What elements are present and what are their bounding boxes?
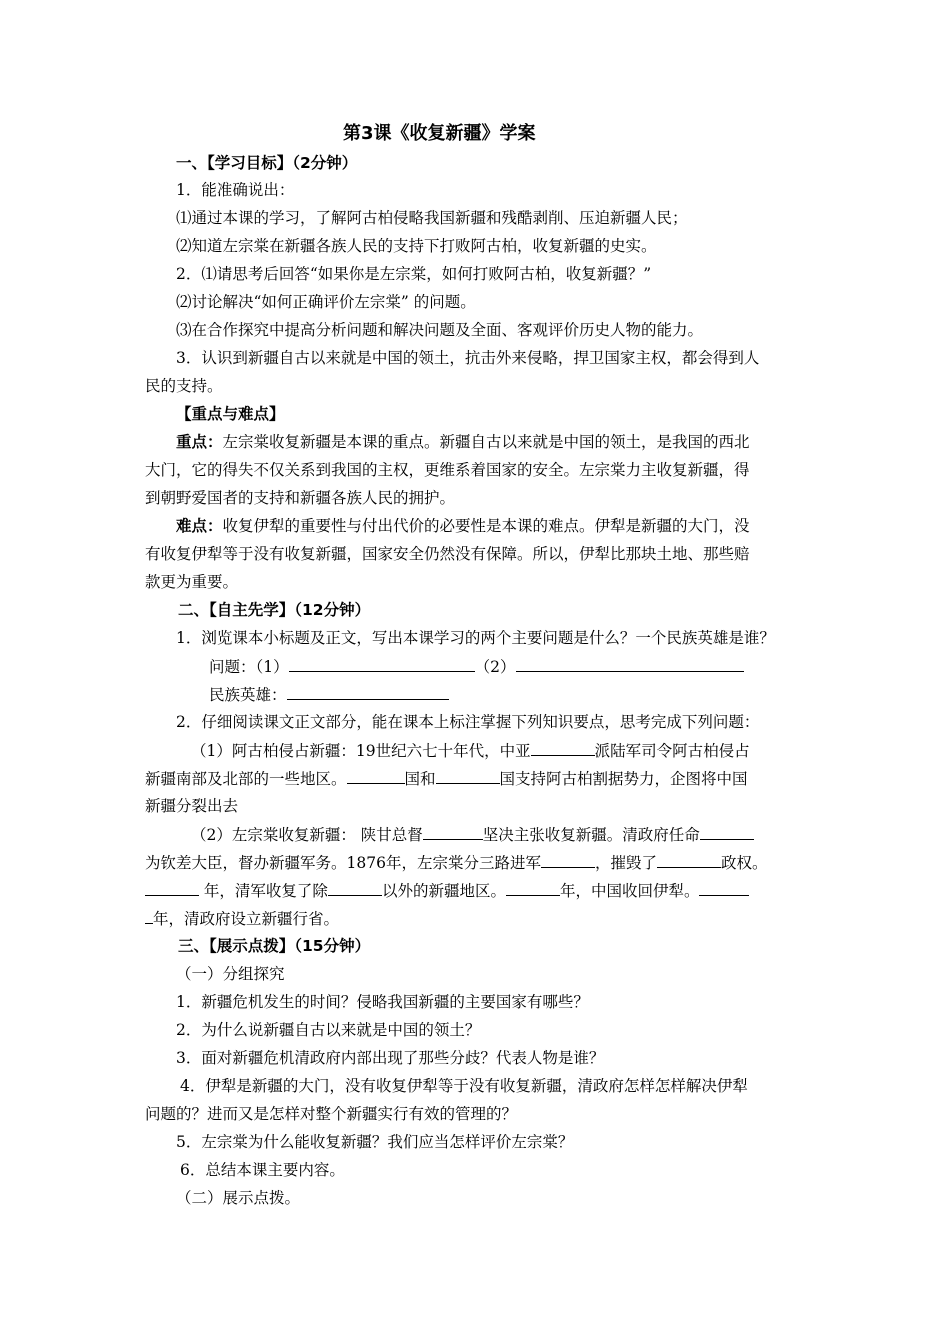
- fill-text: 为钦差大臣，督办新疆军务。1876年，左宗棠分三路进军: [145, 854, 541, 872]
- answer-blank[interactable]: [531, 740, 595, 756]
- subsection-heading: （二）展示点拨。: [176, 1189, 301, 1207]
- keypoint-label: 重点：: [176, 432, 223, 451]
- answer-blank[interactable]: [347, 768, 405, 784]
- keypoint-paragraph-line: 到朝野爱国者的支持和新疆各族人民的拥护。: [145, 489, 456, 507]
- answer-blank[interactable]: [145, 908, 153, 924]
- discussion-question: 2．为什么说新疆自古以来就是中国的领土？: [176, 1021, 481, 1039]
- fill-text: 年，清军收复了除: [199, 882, 328, 900]
- section-heading-objectives: 一、【学习目标】（2分钟）: [176, 154, 358, 172]
- fill-text: 国和: [404, 770, 436, 788]
- section-heading-presentation: 三、【展示点拨】（15分钟）: [178, 937, 371, 955]
- selfstudy-question: 1．浏览课本小标题及正文，写出本课学习的两个主要问题是什么？一个民族英雄是谁？: [176, 629, 775, 647]
- fill-text: 坚决主张收复新疆。清政府任命: [482, 826, 700, 844]
- fill-text: （1）阿古柏侵占新疆：19世纪六七十年代，中亚: [191, 742, 531, 760]
- discussion-question: 问题的？进而又是怎样对整个新疆实行有效的管理的？: [145, 1105, 518, 1123]
- difficulty-text: 收复伊犁的重要性与付出代价的必要性是本课的难点。伊犁是新疆的大门，没: [222, 517, 750, 535]
- fill-text: （2）左宗棠收复新疆： 陕甘总督: [191, 826, 423, 844]
- subsection-heading: （一）分组探究: [176, 965, 285, 983]
- discussion-question: 5．左宗棠为什么能收复新疆？我们应当怎样评价左宗棠？: [176, 1133, 574, 1151]
- issue-label: 问题：（1）: [209, 658, 289, 676]
- fill-text: 派陆军司令阿古柏侵占: [594, 742, 750, 760]
- discussion-question: 1．新疆危机发生的时间？侵略我国新疆的主要国家有哪些？: [176, 993, 589, 1011]
- fill-text: ，摧毁了: [594, 854, 657, 872]
- fill-text: 以外的新疆地区。: [381, 882, 506, 900]
- answer-blank[interactable]: [506, 880, 560, 896]
- keypoint-paragraph-line: [176, 432, 750, 452]
- hero-label: 民族英雄：: [209, 686, 287, 704]
- fill-line: [191, 740, 750, 761]
- fill-text: 政权。: [720, 854, 768, 872]
- fill-line: [145, 880, 749, 901]
- fill-line: [191, 824, 754, 845]
- answer-blank[interactable]: [423, 824, 483, 840]
- fill-text: 国支持阿古柏割据势力，企图将中国: [499, 770, 748, 788]
- answer-blank[interactable]: [328, 880, 382, 896]
- discussion-question: 3．面对新疆危机清政府内部出现了那些分歧？代表人物是谁？: [176, 1049, 605, 1067]
- objective-line: ⑵讨论解决“如何正确评价左宗棠” 的问题。: [176, 293, 476, 311]
- answer-blank[interactable]: [700, 824, 754, 840]
- section-heading-keypoints: 【重点与难点】: [176, 405, 285, 423]
- difficulty-paragraph-line: 有收复伊犁等于没有收复新疆，国家安全仍然没有保障。所以，伊犁比那块土地、那些赔: [145, 545, 750, 563]
- keypoint-paragraph-line: 大门，它的得失不仅关系到我国的主权，更维系着国家的安全。左宗棠力主收复新疆，得: [145, 461, 750, 479]
- fill-line: [145, 852, 767, 873]
- selfstudy-question: 2．仔细阅读课文正文部分，能在课本上标注掌握下列知识要点，思考完成下列问题：: [176, 713, 760, 731]
- difficulty-paragraph-line: 款更为重要。: [145, 573, 239, 591]
- page-title: 第3课《收复新疆》学案: [343, 123, 536, 144]
- objective-line: ⑵知道左宗棠在新疆各族人民的支持下打败阿古柏，收复新疆的史实。: [176, 237, 657, 255]
- answer-blank[interactable]: [541, 852, 595, 868]
- difficulty-label: 难点：: [176, 516, 223, 535]
- objective-line: 3．认识到新疆自古以来就是中国的领土，抗击外来侵略，捍卫国家主权，都会得到人: [176, 349, 760, 367]
- answer-blank[interactable]: [287, 684, 449, 700]
- keypoint-text: 左宗棠收复新疆是本课的重点。新疆自古以来就是中国的领土，是我国的西北: [222, 433, 750, 451]
- discussion-question: 6．总结本课主要内容。: [180, 1161, 345, 1179]
- issue-label-2: （2）: [474, 658, 516, 676]
- objective-line: 2．⑴请思考后回答“如果你是左宗棠，如何打败阿古柏，收复新疆？”: [176, 265, 652, 283]
- answer-blank[interactable]: [436, 768, 500, 784]
- objective-line: ⑴通过本课的学习，了解阿古柏侵略我国新疆和残酷剥削、压迫新疆人民；: [176, 209, 688, 227]
- difficulty-paragraph-line: [176, 516, 750, 536]
- answer-blank[interactable]: [289, 656, 475, 672]
- fill-line: [145, 908, 339, 929]
- answer-blank[interactable]: [516, 656, 744, 672]
- fill-text: 年，清政府设立新疆行省。: [153, 910, 340, 928]
- answer-blank[interactable]: [145, 880, 199, 896]
- discussion-question: 4．伊犁是新疆的大门，没有收复伊犁等于没有收复新疆，清政府怎样怎样解决伊犁: [180, 1077, 748, 1095]
- objective-line: 民的支持。: [145, 377, 223, 395]
- fill-text: 年，中国收回伊犁。: [559, 882, 700, 900]
- objective-line: ⑶在合作探究中提高分析问题和解决问题及全面、客观评价历史人物的能力。: [176, 321, 704, 339]
- answer-blank[interactable]: [657, 852, 721, 868]
- fill-line: 新疆分裂出去: [145, 797, 239, 815]
- answer-blank[interactable]: [699, 880, 749, 896]
- issue-answer-line: [209, 656, 744, 677]
- objective-line: 1．能准确说出：: [176, 181, 295, 199]
- fill-line: [145, 768, 748, 789]
- fill-text: 新疆南部及北部的一些地区。: [145, 770, 347, 788]
- hero-answer-line: [209, 684, 449, 705]
- section-heading-selfstudy: 二、【自主先学】（12分钟）: [178, 601, 371, 619]
